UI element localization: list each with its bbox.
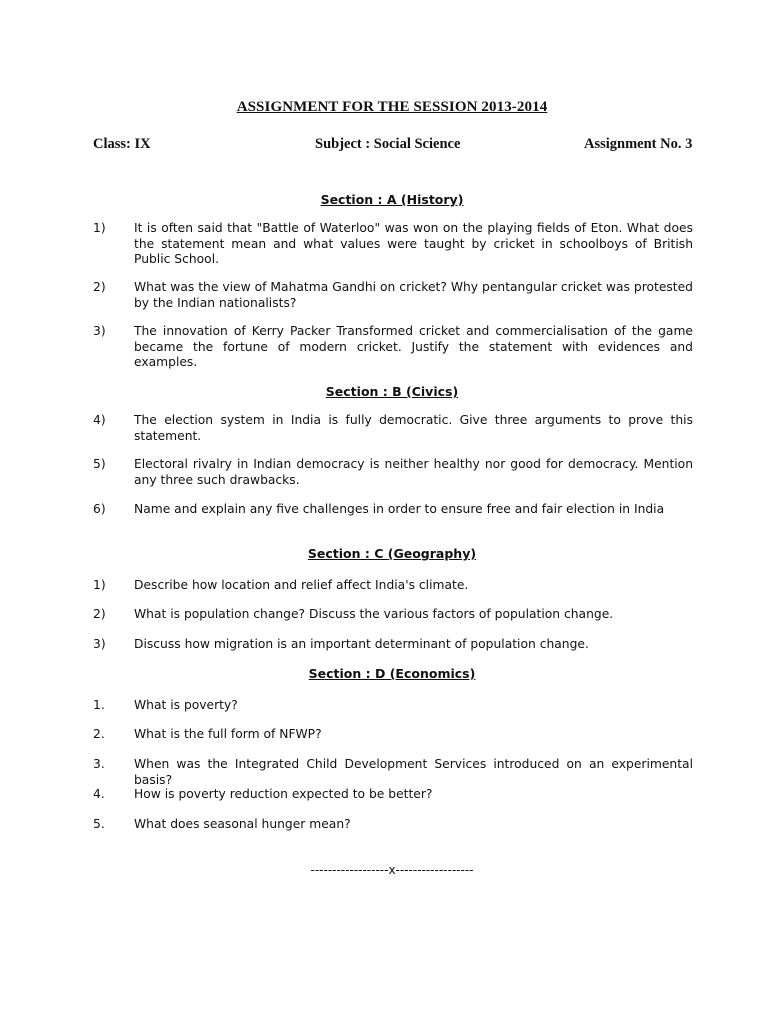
section-heading-history: Section : A (History)	[320, 192, 464, 207]
question-text: How is poverty reduction expected to be better?	[134, 787, 433, 801]
question-text: The innovation of Kerry Packer Transformed cricket and commercialisation of the game became the fortune of modern cricket. Justify the statement with evidences and examples.	[134, 324, 693, 369]
question-text: The election system in India is fully democratic. Give three arguments to prove this statement.	[134, 413, 693, 443]
question-number: 1)	[93, 578, 106, 592]
question-number: 5.	[93, 817, 105, 831]
question-text: What is population change? Discuss the various factors of population change.	[134, 607, 614, 621]
question-number: 1.	[93, 698, 105, 712]
question-text: What does seasonal hunger mean?	[134, 817, 351, 831]
question-text: Name and explain any five challenges in order to ensure free and fair election in India	[134, 502, 665, 516]
question-number: 3)	[93, 324, 106, 338]
assignment-title: ASSIGNMENT FOR THE SESSION 2013-2014	[236, 99, 548, 115]
class-label: Class: IX	[93, 136, 151, 152]
question-text: What is poverty?	[134, 698, 238, 712]
question-number: 4.	[93, 787, 105, 801]
question-number: 3)	[93, 637, 106, 651]
question-number: 5)	[93, 457, 106, 471]
question-number: 2)	[93, 607, 106, 621]
subject-label: Subject : Social Science	[315, 136, 461, 152]
question-number: 2.	[93, 727, 105, 741]
question-number: 6)	[93, 502, 106, 516]
question-text: It is often said that "Battle of Waterloo" was won on the playing fields of Eton. What does the statement mean and what values were taught by cricket in schoolboys of British Public School.	[134, 221, 693, 266]
section-heading-civics: Section : B (Civics)	[325, 384, 459, 399]
question-text: Describe how location and relief affect India's climate.	[134, 578, 469, 592]
end-marker: ------------------x------------------	[310, 863, 474, 877]
section-heading-economics: Section : D (Economics)	[308, 666, 476, 681]
question-number: 1)	[93, 221, 106, 235]
question-text: What is the full form of NFWP?	[134, 727, 322, 741]
question-text: Discuss how migration is an important determinant of population change.	[134, 637, 589, 651]
section-heading-geography: Section : C (Geography)	[307, 546, 477, 561]
question-number: 2)	[93, 280, 106, 294]
question-text: Electoral rivalry in Indian democracy is neither healthy nor good for democracy. Mention any three such drawbacks.	[134, 457, 693, 487]
question-number: 3.	[93, 757, 105, 771]
question-number: 4)	[93, 413, 106, 427]
assignment-number: Assignment No. 3	[584, 136, 693, 152]
question-text: When was the Integrated Child Development Services introduced on an experimental basis?	[134, 757, 693, 787]
question-text: What was the view of Mahatma Gandhi on cricket? Why pentangular cricket was protested by the Indian nationalists?	[134, 280, 693, 310]
